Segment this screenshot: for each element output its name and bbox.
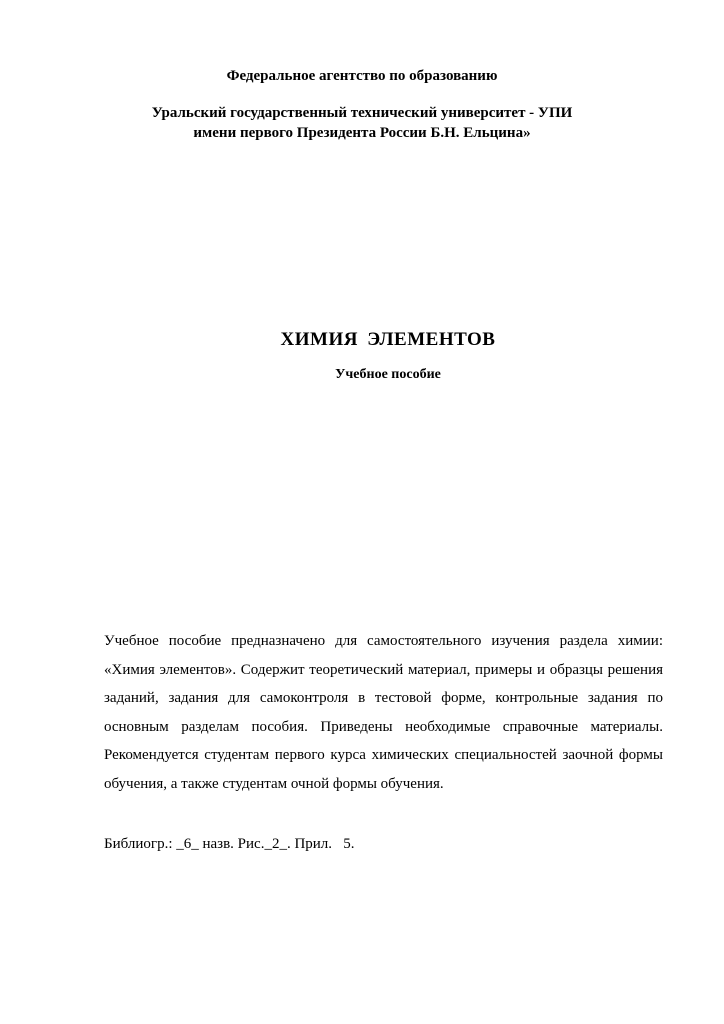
bibliography-line: Библиогр.: _6_ назв. Рис._2_. Прил. 5.	[104, 836, 355, 852]
abstract-block	[104, 627, 663, 798]
agency-heading: Федеральное агентство по образованию	[226, 68, 498, 84]
university-line-2: имени первого Президента России Б.Н. Ельцина»	[193, 125, 531, 141]
university-line-1: Уральский государственный технический университет - УПИ	[151, 105, 573, 121]
document-subtitle: Учебное пособие	[335, 367, 441, 382]
university-heading	[0, 103, 724, 143]
abstract-text: Учебное пособие предназначено для самостоятельного изучения раздела химии: «Химия элементов». Содержит теоретический материал, примеры и образцы решения заданий, задания для самоконтроля в тестовой форме, контрольные задания по основным разделам пособия. Приведены необходимые справочные материалы. Рекомендуется студентам первого курса химических специальностей заочной формы обучения, а также студентам очной формы обучения.	[104, 633, 663, 792]
document-title: ХИМИЯ ЭЛЕМЕНТОВ	[280, 329, 496, 350]
